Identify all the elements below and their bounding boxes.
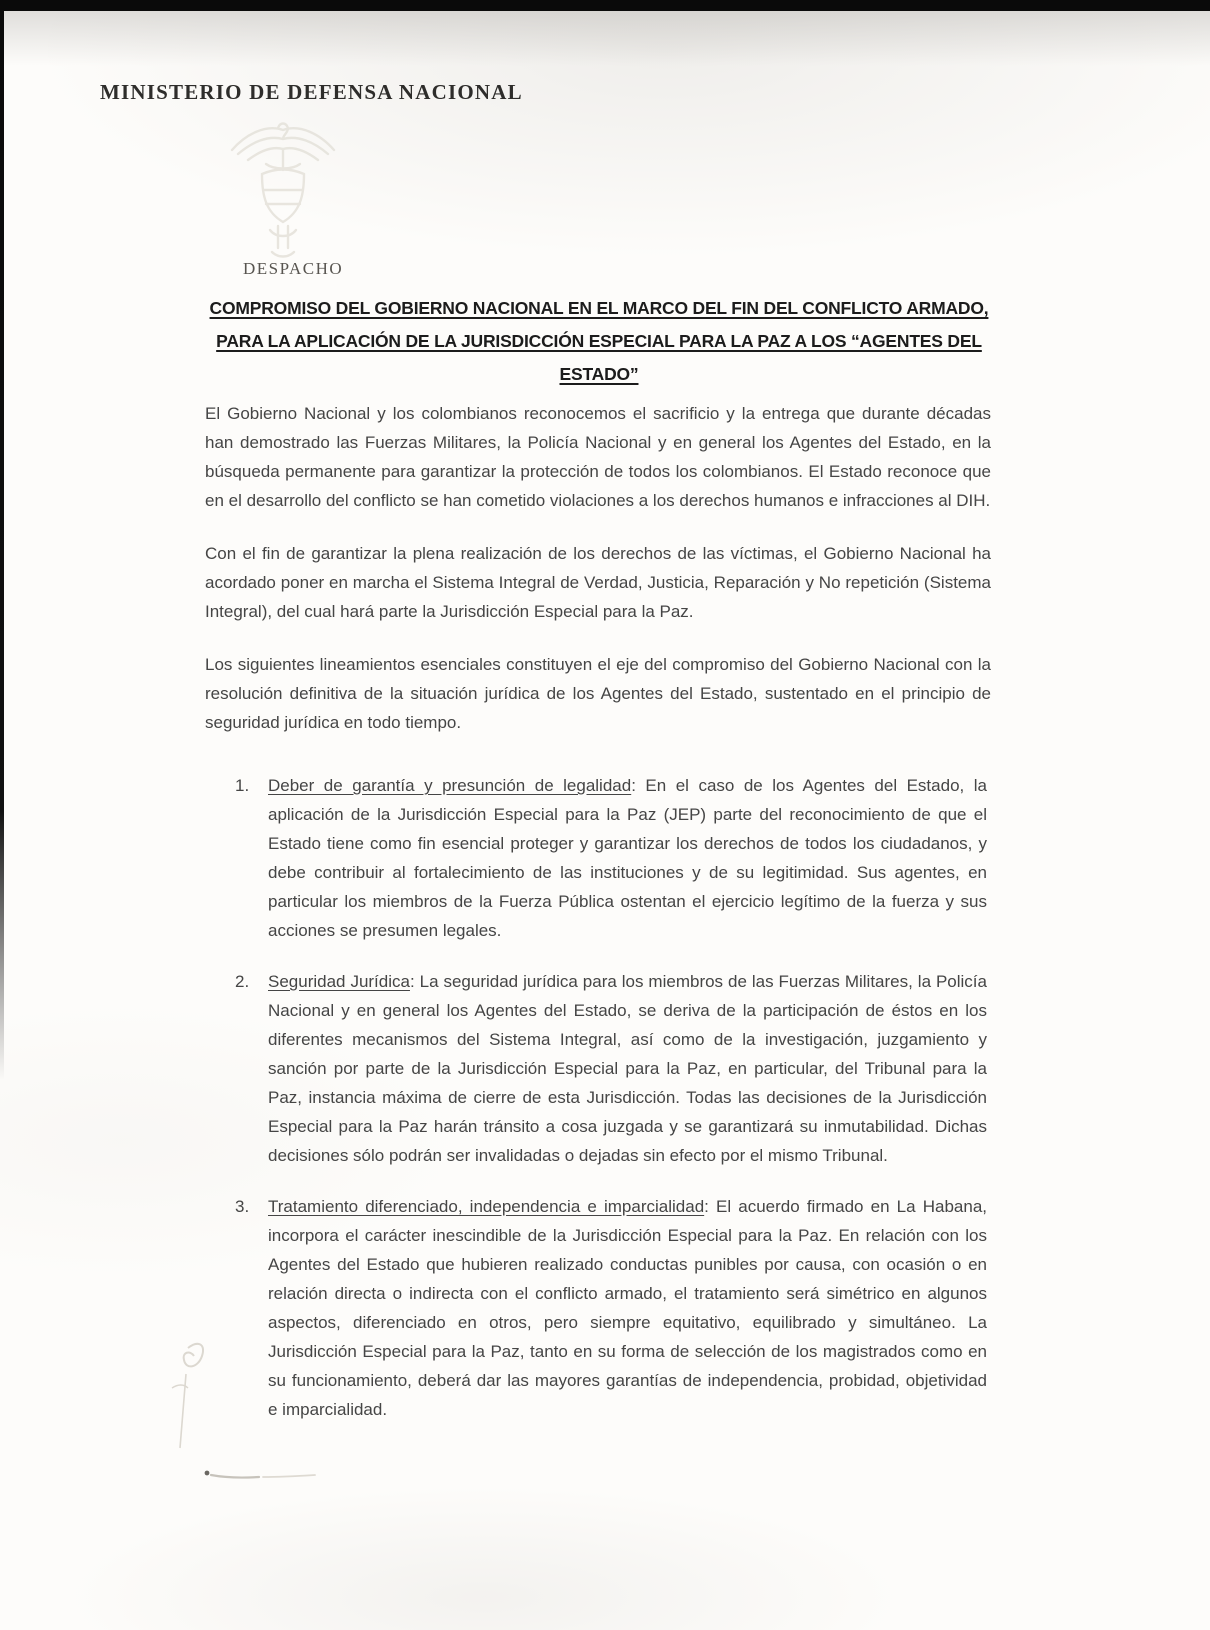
list-item-heading: Deber de garantía y presunción de legalidad [268,776,632,795]
list-item-text [268,1192,991,1424]
list-item-number: 3. [235,1197,250,1216]
list-item [205,771,991,945]
list-item-body: : El acuerdo firmado en La Habana, incorpora el carácter inescindible de la Jurisdicción Especial para la Paz. En relación con los Agentes del Estado que hubieren realizado conductas punibles por causa, con ocasión o en relación directa o indirecta con el conflicto armado, el tratamiento será simétrico en algunos aspectos, diferenciado en otros, pero siempre equitativo, equilibrado y simultáneo. La Jurisdicción Especial para la Paz, tanto en su forma de selección de los magistrados como en su funcionamiento, deberá dar las mayores garantías de independencia, probidad, objetividad e imparcialidad. [268,1197,987,1419]
list-item-body: : La seguridad jurídica para los miembros de las Fuerzas Militares, la Policía Nacional y en general los Agentes del Estado, se deriva de la participación de éstos en los diferentes mecanismos del Sistema Integral, así como de la investigación, juzgamiento y sanción por parte de la Jurisdicción Especial para la Paz, en particular, del Tribunal para la Paz, instancia máxima de cierre de esta Jurisdicción. Todas las decisiones de la Jurisdicción Especial para la Paz harán tránsito a cosa juzgada y se garantizará su inmutabilidad. Dichas decisiones sólo podrán ser invalidadas o dejadas sin efecto por el mismo Tribunal. [268,972,987,1165]
list-item [205,967,991,1170]
list-item-body: : En el caso de los Agentes del Estado, la aplicación de la Jurisdicción Especial para la Paz (JEP) parte del reconocimiento de que el Estado tiene como fin esencial proteger y garantizar los derechos de todos los ciudadanos, y debe contribuir al fortalecimiento de las instituciones y de su legitimidad. Sus agentes, en particular los miembros de la Fuerza Pública ostentan el ejercicio legítimo de la fuerza y sus acciones se presumen legales. [268,776,987,940]
stray-dash-mark [203,1468,318,1482]
paragraph: Con el fin de garantizar la plena realización de los derechos de las víctimas, el Gobierno Nacional ha acordado poner en marcha el Sistema Integral de Verdad, Justicia, Reparación y No repetición (Sistema Integral), del cual hará parte la Jurisdicción Especial para la Paz. [205,544,991,621]
list-item-heading: Seguridad Jurídica [268,972,410,991]
paragraph: Los siguientes lineamientos esenciales constituyen el eje del compromiso del Gobierno Nacional con la resolución definitiva de la situación jurídica de los Agentes del Estado, sustentado en el principio de seguridad jurídica en todo tiempo. [205,655,991,732]
scan-top-shadow [0,11,1210,66]
coat-of-arms-seal-icon [218,108,348,268]
list-item-text [268,967,991,1170]
scan-top-edge [0,0,1210,11]
numbered-list [205,771,991,1424]
list-item-heading: Tratamiento diferenciado, independencia e imparcialidad [268,1197,705,1216]
list-item-text [268,771,991,945]
document-body [205,399,991,1446]
pencil-smudge-mark [128,1330,258,1480]
list-item-number: 1. [235,776,250,795]
list-item-number: 2. [235,972,250,991]
paragraph: El Gobierno Nacional y los colombianos reconocemos el sacrificio y la entrega que durante décadas han demostrado las Fuerzas Militares, la Policía Nacional y en general los Agentes del Estado, en la búsqueda permanente para garantizar la protección de todos los colombianos. El Estado reconoce que en el desarrollo del conflicto se han cometido violaciones a los derechos humanos e infracciones al DIH. [205,404,991,510]
document-title: COMPROMISO DEL GOBIERNO NACIONAL EN EL MARCO DEL FIN DEL CONFLICTO ARMADO, PARA LA APLICACIÓN DE LA JURISDICCIÓN ESPECIAL PARA LA PAZ A LOS “AGENTES DEL ESTADO” [209,298,989,384]
office-label: DESPACHO [243,259,344,278]
ministry-letterhead: MINISTERIO DE DEFENSA NACIONAL [100,80,523,104]
scan-left-edge [0,0,4,1080]
list-item [205,1192,991,1424]
